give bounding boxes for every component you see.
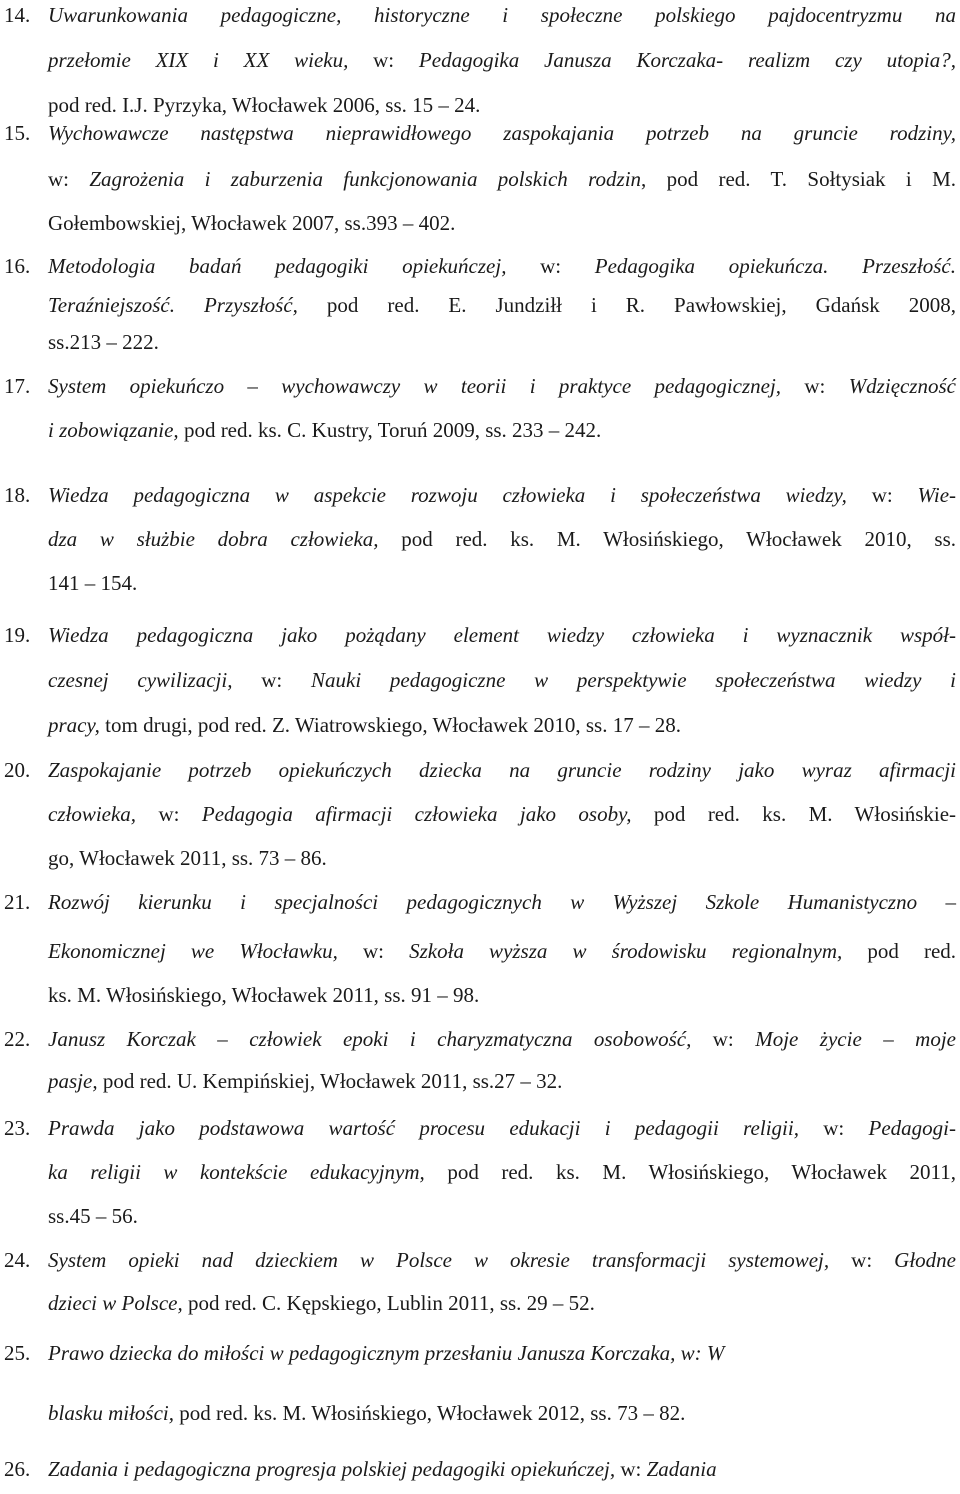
entry-text-line (48, 1193, 956, 1240)
citation-text: w: (232, 668, 311, 692)
italic-title-text: System opieki nad dzieckiem w Polsce w okresie transformacji systemowej, (48, 1248, 830, 1272)
citation-text: w: (337, 939, 410, 963)
italic-title-text: Pedagogi- (868, 1116, 957, 1140)
entry-text-line (48, 928, 956, 975)
citation-text: tom drugi, pod red. Z. Wiatrowskiego, Włocławek 2010, ss. 17 – 28. (99, 713, 681, 737)
entry-number: 25. (4, 1341, 31, 1365)
citation-text: pod red. C. Kępskiego, Lublin 2011, ss. 29 – 52. (182, 1291, 595, 1315)
italic-title-text: Moje życie – moje (755, 1027, 956, 1051)
italic-title-text: Zadania i pedagogiczna progresja polskiej pedagogiki opiekuńczej, (48, 1457, 616, 1481)
citation-text: ss.45 – 56. (48, 1204, 138, 1228)
citation-text: ks. M. Włosińskiego, Włocławek 2011, ss. 91 – 98. (48, 983, 480, 1007)
citation-text: pod red. I.J. Pyrzyka, Włocławek 2006, ss. 15 – 24. (48, 93, 481, 117)
entry-text-line (48, 879, 956, 926)
citation-text: pod red. (842, 939, 957, 963)
citation-text: pod red. ks. M. Włosińskiego, Włocławek 2010, ss. (378, 527, 956, 551)
entry-text-line (48, 200, 956, 247)
entry-text-line (48, 612, 956, 659)
entry-text-line (48, 1149, 956, 1196)
italic-title-text: pasje, (48, 1069, 98, 1093)
italic-title-text: Metodologia badań pedagogiki opiekuńczej, (48, 254, 507, 278)
entry-number: 18. (4, 483, 31, 507)
italic-title-text: Rozwój kierunku i specjalności pedagogicznych w Wyższej Szkole Humanistyczno – (48, 890, 956, 914)
italic-title-text: Pedagogika opiekuńcza. Przeszłość. (594, 254, 956, 278)
italic-title-text: Teraźniejszość. Przyszłość, (48, 293, 298, 317)
entry-text-line (48, 319, 956, 366)
entry-number: 15. (4, 121, 31, 145)
entry-number: 16. (4, 254, 31, 278)
citation-text: w: (781, 374, 849, 398)
italic-title-text: i zobowiązanie, (48, 418, 179, 442)
entry-text-line (48, 791, 956, 838)
entry-number: 14. (4, 3, 31, 27)
entry-text-line (48, 0, 956, 39)
citation-text: go, Włocławek 2011, ss. 73 – 86. (48, 846, 327, 870)
italic-title-text: Zaspokajanie potrzeb opiekuńczych dziecka na gruncie rodziny jako wyraz afirmacji (48, 758, 956, 782)
italic-title-text: Ekonomicznej we Włocławku, (48, 939, 338, 963)
entry-text-line (48, 1058, 956, 1105)
italic-title-text: Wiedza pedagogiczna w aspekcie rozwoju człowieka i społeczeństwa wiedzy, (48, 483, 847, 507)
citation-text: w: (691, 1027, 756, 1051)
italic-title-text: przełomie XIX i XX wieku, (48, 48, 349, 72)
italic-title-text: ka religii w kontekście edukacyjnym, (48, 1160, 425, 1184)
italic-title-text: Janusz Korczak – człowiek epoki i charyzmatyczna osobowość, (48, 1027, 692, 1051)
entry-text-line (48, 516, 956, 563)
italic-title-text: Nauki pedagogiczne w perspektywie społeczeństwa wiedzy i (311, 668, 956, 692)
citation-text: pod red. E. Jundziłł i R. Pawłowskiej, Gdańsk 2008, (297, 293, 956, 317)
citation-text: Gołembowskiej, Włocławek 2007, ss.393 – 402. (48, 211, 456, 235)
entry-number: 23. (4, 1116, 31, 1140)
citation-text: pod red. ks. C. Kustry, Toruń 2009, ss. 233 – 242. (178, 418, 602, 442)
italic-title-text: czesnej cywilizacji, (48, 668, 233, 692)
citation-text: 141 – 154. (48, 571, 138, 595)
entry-text-line (48, 1280, 956, 1327)
citation-text: pod red. ks. M. Włosińskiego, Włocławek 2011, (424, 1160, 956, 1184)
italic-title-text: Pedagogika Janusza Korczaka- realizm czy utopia?, (418, 48, 956, 72)
entry-text-line (48, 110, 956, 157)
italic-title-text: dzieci w Polsce, (48, 1291, 183, 1315)
entry-text-line (48, 37, 956, 84)
entry-text-line (48, 407, 956, 454)
citation-text: , pod red. T. Sołtysiak i M. (641, 167, 957, 191)
italic-title-text: blasku miłości, (48, 1401, 174, 1425)
italic-title-text: Wdzięczność (848, 374, 956, 398)
citation-text: w: (798, 1116, 869, 1140)
italic-title-text: Uwarunkowania pedagogiczne, historyczne i społeczne polskiego pajdocentryzmu na (48, 3, 956, 27)
italic-title-text: dza w służbie dobra człowieka, (48, 527, 379, 551)
citation-text: w: (615, 1457, 647, 1481)
citation-text: pod red. ks. M. Włosińskiego, Włocławek 2012, ss. 73 – 82. (174, 1401, 686, 1425)
citation-text: ss.213 – 222. (48, 330, 159, 354)
italic-title-text: pracy, (48, 713, 100, 737)
italic-title-text: Szkoła wyższa w środowisku regionalnym, (409, 939, 843, 963)
entry-text-line (48, 1105, 956, 1152)
citation-text: w: (506, 254, 595, 278)
entry-text-line (48, 657, 956, 704)
italic-title-text: Prawda jako podstawowa wartość procesu edukacji i pedagogii religii, (48, 1116, 799, 1140)
italic-title-text: Wiedza pedagogiczna jako pożądany element wiedzy człowieka i wyznacznik współ- (48, 623, 956, 647)
entry-number: 22. (4, 1027, 31, 1051)
entry-text-line (48, 472, 956, 519)
citation-text: w: (136, 802, 202, 826)
entry-number: 19. (4, 623, 31, 647)
italic-title-text: Głodne (894, 1248, 956, 1272)
italic-title-text: Prawo dziecka do miłości w pedagogicznym przesłaniu Janusza Korczaka, w: W (48, 1341, 725, 1365)
entry-text-line (48, 1390, 956, 1437)
entry-text-line (48, 1237, 956, 1284)
citation-text: pod red. ks. M. Włosińskie- (631, 802, 957, 826)
italic-title-text: Wychowawcze następstwa nieprawidłowego zaspokajania potrzeb na gruncie rodziny, (48, 121, 956, 145)
citation-text: w: (846, 483, 918, 507)
italic-title-text: Zagrożenia i zaburzenia funkcjonowania polskich rodzin (89, 167, 642, 191)
entry-number: 24. (4, 1248, 31, 1272)
entry-text-line (48, 560, 956, 607)
entry-text-line (48, 972, 956, 1019)
entry-text-line (48, 1330, 956, 1377)
entry-number: 26. (4, 1457, 31, 1481)
entry-text-line (48, 363, 956, 410)
italic-title-text: Wie- (917, 483, 957, 507)
italic-title-text: Zadania (646, 1457, 717, 1481)
entry-text-line (48, 702, 956, 749)
citation-text: pod red. U. Kempińskiej, Włocławek 2011, ss.27 – 32. (97, 1069, 563, 1093)
entry-text-line (48, 1446, 956, 1493)
entry-text-line (48, 156, 956, 203)
entry-text-line (48, 747, 956, 794)
italic-title-text: Pedagogia afirmacji człowieka jako osoby, (201, 802, 632, 826)
citation-text: w: (348, 48, 419, 72)
italic-title-text: System opiekuńczo – wychowawczy w teorii i praktyce pedagogicznej, (48, 374, 782, 398)
citation-text: w: (48, 167, 90, 191)
entry-number: 21. (4, 890, 31, 914)
italic-title-text: człowieka, (48, 802, 137, 826)
citation-text: w: (829, 1248, 895, 1272)
entry-text-line (48, 1016, 956, 1063)
entry-number: 17. (4, 374, 31, 398)
entry-text-line (48, 835, 956, 882)
entry-number: 20. (4, 758, 31, 782)
